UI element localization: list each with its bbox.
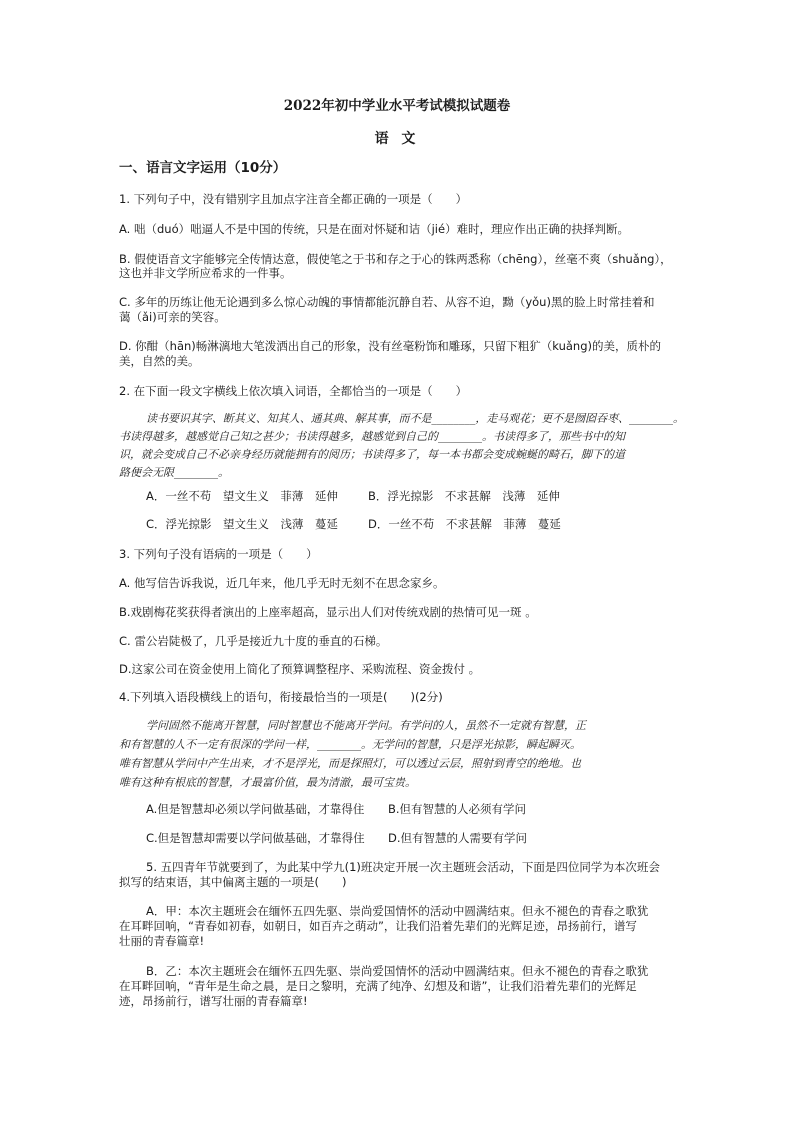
question-2-option-c: C．浮光掠影 望文生义 浅薄 蔓延 xyxy=(146,517,339,531)
question-2-option-a: A．一丝不苟 望文生义 菲薄 延伸 xyxy=(146,489,338,503)
question-1-option-a: A. 咄（duó）咄逼人不是中国的传统，只是在面对怀疑和诘（jié）难时，理应作出正确的抉择判断。 xyxy=(119,222,630,236)
question-4-stem: 4.下列填入语段横线上的语句，衔接最恰当的一项是( )(2分) xyxy=(119,690,443,704)
question-1-option-b-line2: 这也并非文学所应希求的一件事。 xyxy=(119,266,292,280)
question-5-option-b-line1: B．乙：本次主题班会在缅怀五四先驱、崇尚爱国情怀的活动中圆满结束。但永不褪色的青春之歌犹 xyxy=(146,964,649,978)
question-2-option-b: B．浮光掠影 不求甚解 浅薄 延伸 xyxy=(368,489,560,503)
question-4-passage-line4: 唯有这种有根底的智慧，才最富价值，最为清澈，最可宝贵。 xyxy=(119,776,416,789)
question-1-stem: 1. 下列句子中，没有错别字且加点字注音全都正确的一项是（ ） xyxy=(119,192,468,206)
section-heading: 一、语言文字运用（10分） xyxy=(119,160,287,176)
question-5-option-b-line2: 在耳畔回响，“青年是生命之晨，是日之黎明，充满了纯净、幻想及和谐”，让我们沿着先辈们的光辉足 xyxy=(119,979,637,993)
question-3-option-c: C. 雷公岩陡极了，几乎是接近九十度的垂直的石梯。 xyxy=(119,634,388,648)
question-3-stem: 3. 下列句子没有语病的一项是（ ） xyxy=(119,547,318,561)
question-4-passage-line3: 唯有智慧从学问中产生出来，才不是浮光，而是探照灯，可以透过云层，照射到青空的绝地。也 xyxy=(119,757,581,770)
question-1-option-d-line1: D. 你酣（hān)畅淋漓地大笔泼洒出自己的形象，没有丝毫粉饰和雕琢，只留下粗犷（kuǎng)的美，质朴的 xyxy=(119,339,661,353)
question-5-option-a-line3: 壮丽的青春篇章! xyxy=(119,934,205,948)
question-1-option-b-line1: B. 假使语音文字能够完全传情达意，假使笔之于书和存之于心的铢两悉称（chēng），丝毫不爽（shuǎng）， xyxy=(119,252,672,266)
question-1-option-c-line2: 蔼（ǎi)可亲的笑容。 xyxy=(119,310,226,324)
question-5-option-a-line2: 在耳畔回响，“青春如初春，如朝日，如百卉之萌动”，让我们沿着先辈们的光辉足迹，昂扬前行，谱写 xyxy=(119,919,637,933)
question-3-option-d: D.这家公司在资金使用上简化了预算调整程序、采购流程、资金拨付 。 xyxy=(119,662,481,676)
question-4-option-c: C.但是智慧却需要以学问做基础，才靠得住 xyxy=(146,831,365,845)
question-4-option-b: B.但有智慧的人必须有学问 xyxy=(388,802,527,816)
question-4-option-a: A.但是智慧却必须以学问做基础，才靠得住 xyxy=(146,802,365,816)
subject-title: 语 文 xyxy=(374,131,420,147)
question-2-option-d: D．一丝不苟 不求甚解 菲薄 蔓延 xyxy=(368,517,561,531)
question-2-passage-line1: 读书要识其字、断其义、知其人、通其典、解其事，而不是________，走马观花；更不是囫囵吞枣、________。 xyxy=(146,412,684,425)
question-5-stem-line1: 5. 五四青年节就要到了，为此某中学九(1)班决定开展一次主题班会活动，下面是四位同学为本次班会 xyxy=(146,860,660,874)
page-title: 2022年初中学业水平考试模拟试题卷 xyxy=(283,98,511,114)
question-1-option-d-line2: 美，自然的美。 xyxy=(119,354,200,368)
question-3-option-b: B.戏剧梅花奖获得者演出的上座率超高，显示出人们对传统戏剧的热情可见一斑 。 xyxy=(119,605,537,619)
question-2-passage-line3: 识，就会变成自己不必亲身经历就能拥有的阅历；书读得多了，每一本书都会变成蜿蜒的畸石，脚下的道 xyxy=(119,448,625,461)
question-5-stem-line2: 拟写的结束语，其中偏离主题的一项是( ) xyxy=(119,875,347,889)
question-2-passage-line2: 书读得越多，越感觉自己知之甚少；书读得越多，越感觉到自己的________。书读得多了，那些书中的知 xyxy=(119,430,625,443)
question-2-stem: 2. 在下面一段文字横线上依次填入词语，全都恰当的一项是（ ） xyxy=(119,384,468,398)
question-4-passage-line2: 和有智慧的人不一定有很深的学问一样，________。无学问的智慧，只是浮光掠影，瞬起瞬灭。 xyxy=(119,738,581,751)
question-2-passage-line4: 路便会无限________。 xyxy=(119,466,229,479)
question-4-option-d: D.但有智慧的人需要有学问 xyxy=(388,831,528,845)
question-3-option-a: A. 他写信告诉我说，近几年来，他几乎无时无刻不在思念家乡。 xyxy=(119,576,445,590)
question-1-option-c-line1: C. 多年的历练让他无论遇到多么惊心动魄的事情都能沉静自若、从容不迫，黝（yǒu)黑的脸上时常挂着和 xyxy=(119,295,655,309)
question-4-passage-line1: 学问固然不能离开智慧，同时智慧也不能离开学问。有学问的人，虽然不一定就有智慧，正 xyxy=(146,719,586,732)
question-5-option-a-line1: A．甲：本次主题班会在缅怀五四先驱、崇尚爱国情怀的活动中圆满结束。但永不褪色的青春之歌犹 xyxy=(146,904,649,918)
question-5-option-b-line3: 迹，昂扬前行，谱写壮丽的青春篇章! xyxy=(119,994,308,1008)
